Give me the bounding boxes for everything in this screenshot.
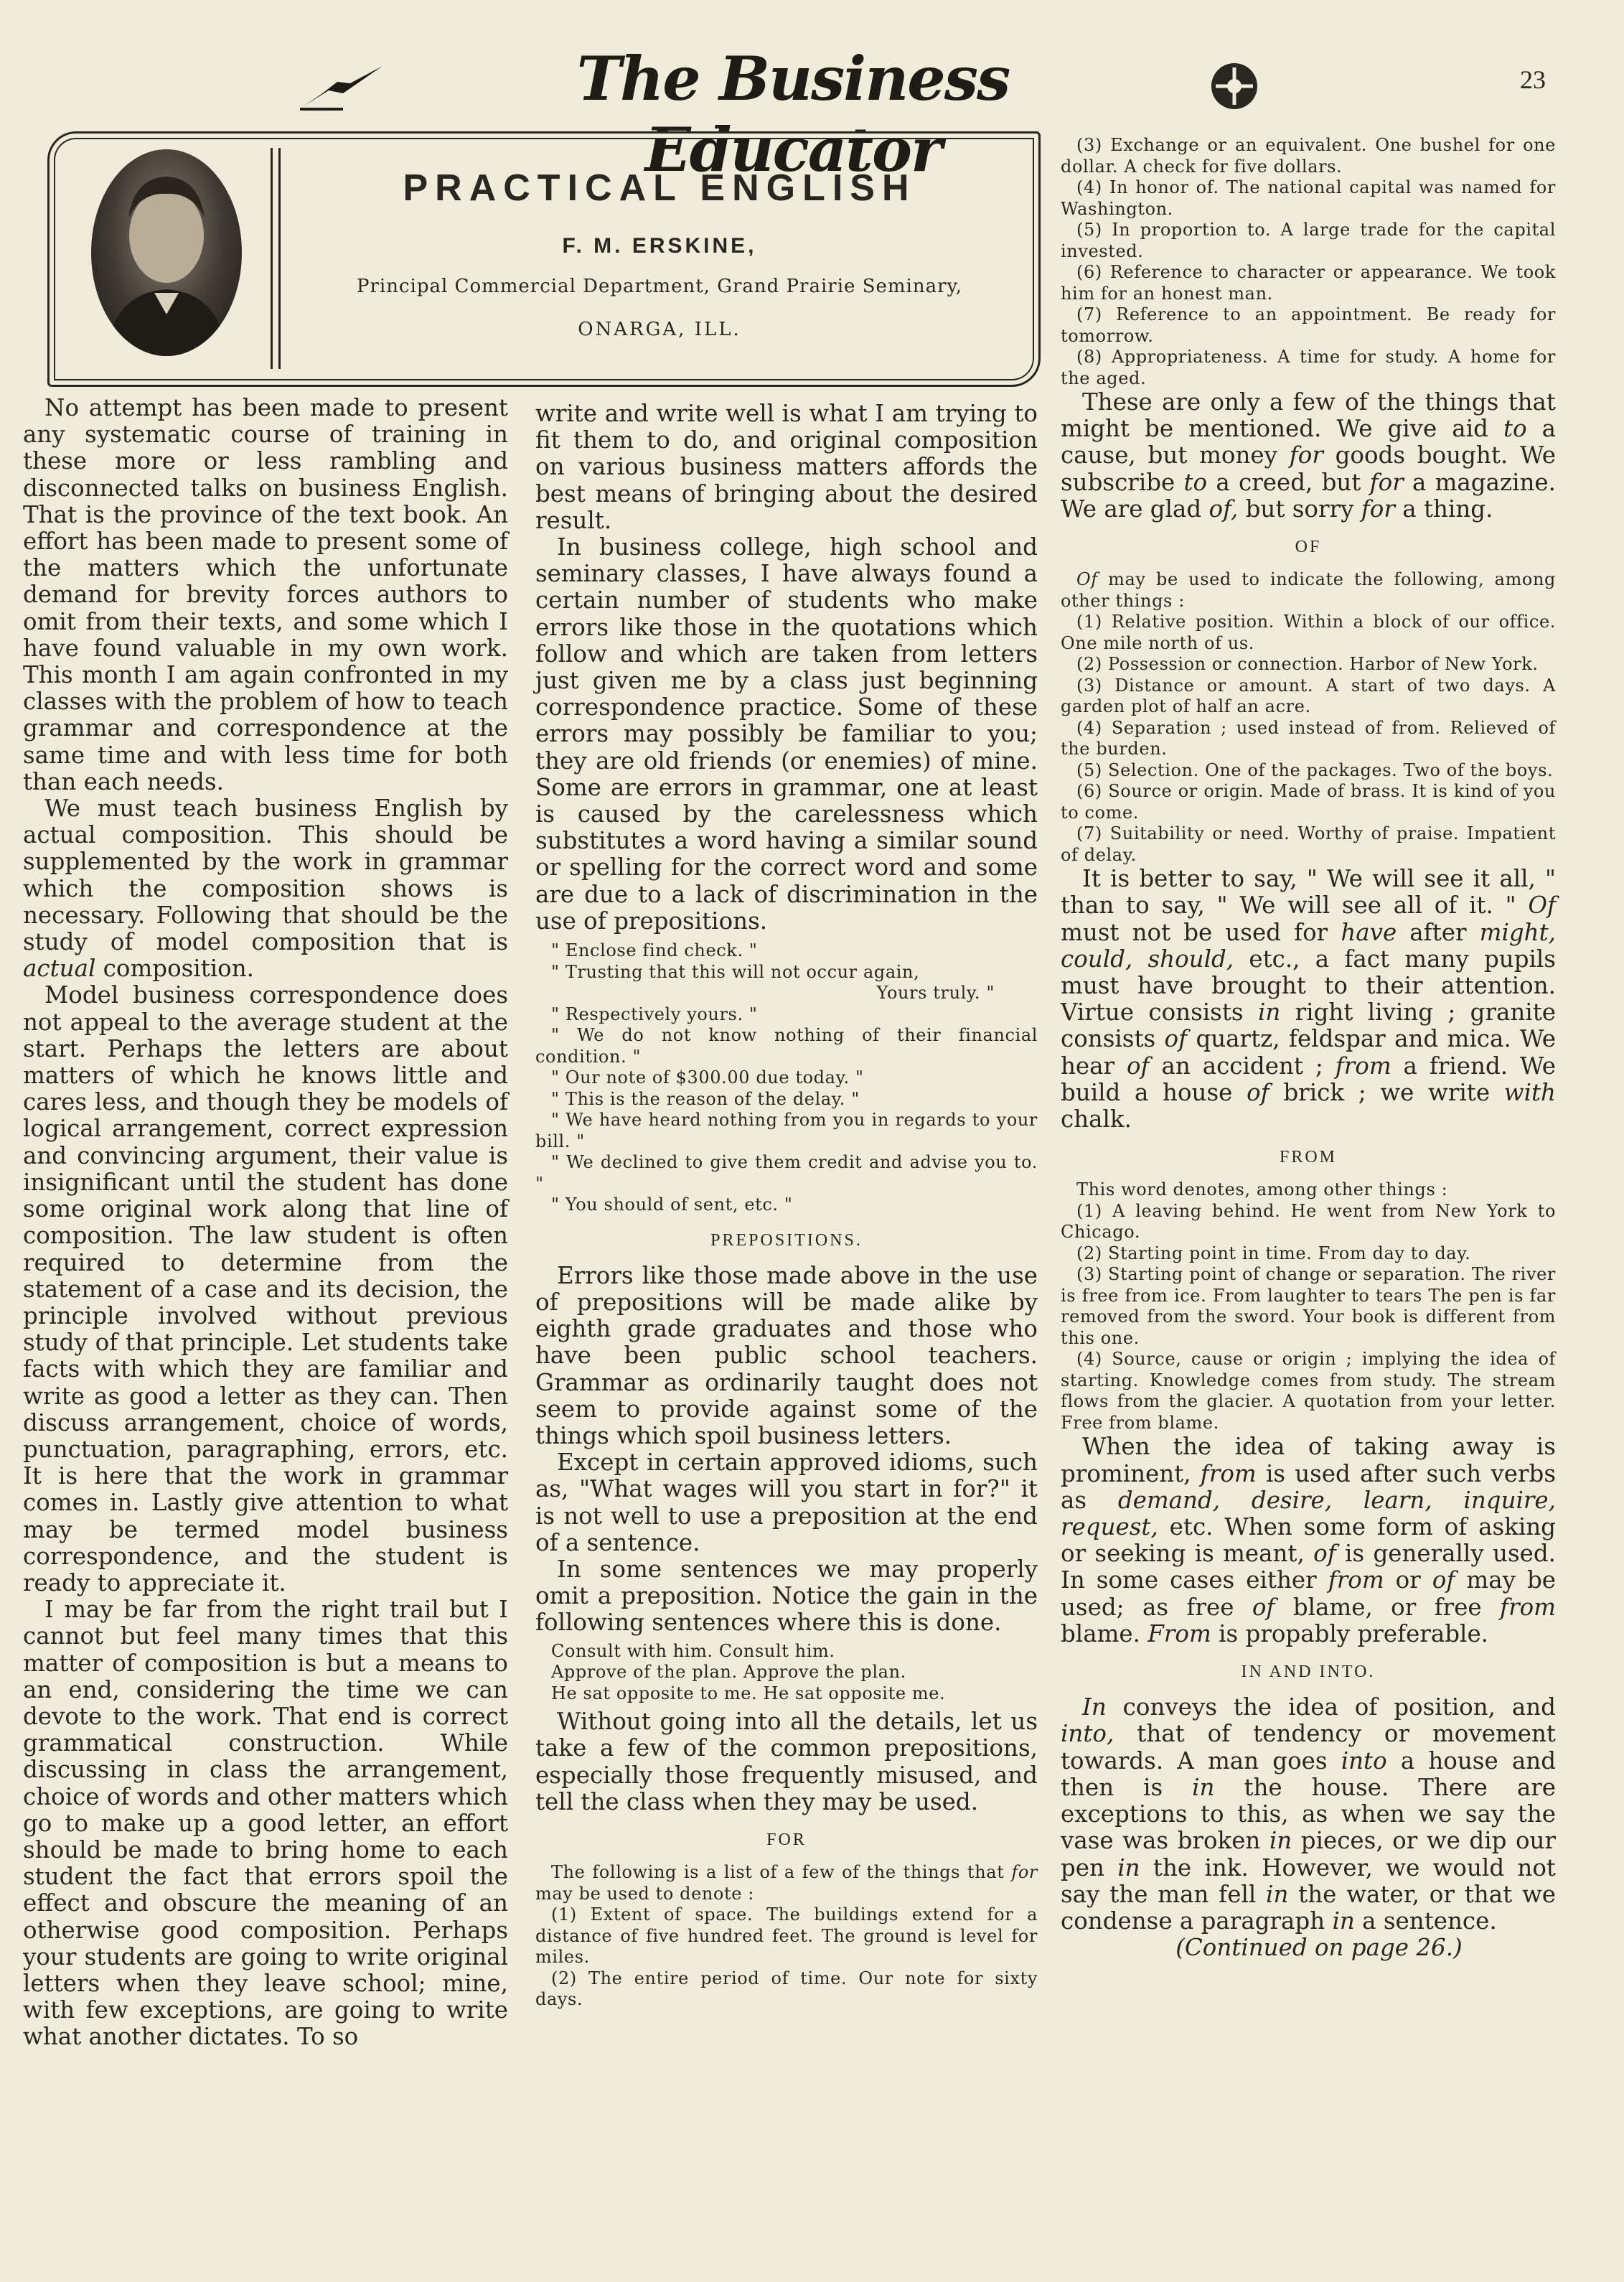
paragraph: In business college, high school and seminary classes, I have always found a certain number of students who make errors like those in the quotations which follow and which are taken from letters just given me by a class just beginning correspondence practice. Some of these errors may possibly be familiar to you; they are old friends (or enemies) of mine. Some are errors in grammar, one at least is caused by the carelessness which substitutes a word having a similar sound or spelling for the correct word and some are due to a lack of discrimination in the use of prepositions. [535, 533, 1038, 935]
column-2 [535, 401, 1038, 2011]
column-1 [23, 395, 508, 2051]
paragraph: No attempt has been made to present any systematic course of training in these more or less rambling and disconnected talks on business English. That is the province of the text book. An effort has been made to present some of the matters which the unfortunate demand for brevity forces authors to omit from their texts, and some which I have found valuable in my own work. This month I am again confronted in my classes with the problem of how to teach grammar and correspondence at the same time and with less time for both than each needs. [23, 394, 508, 795]
article-title: PRACTICAL ENGLISH [403, 167, 916, 209]
portrait-image [91, 149, 242, 356]
paragraph: Model business correspondence does not appeal to the average student at the start. Perhaps the letters are about matters of which he knows little and cares less, and though they be models of logical arrangement, correct expression and convincing argument, their value is insignificant until the student has done some original work along that line of composition. The law student is often required to determine from the statement of a case and its decision, the principle involved without previous study of that principle. Let students take facts with which they are familiar and write as good a letter as they can. Then discuss arrangement, choice of words, punctuation, paragraphing, errors, etc. It is here that the work in grammar comes in. Lastly give attention to what may be termed model business correspondence, and the student is ready to appreciate it. [23, 981, 508, 1596]
quote-line: " This is the reason of the delay. " [551, 1088, 860, 1109]
quote-line: " Our note of $300.00 due today. " [551, 1067, 864, 1088]
examples-list [535, 1641, 1038, 1705]
masthead-title: The Business Educator [576, 43, 1010, 185]
paragraph: We must teach business English by actual composition. This should be supplemented by the work in grammar which the composition shows is necessary. Following that should be the study of model composition that is actual composition. [23, 795, 508, 983]
list-intro: Of may be used to indicate the following, among other things : [1061, 569, 1556, 611]
paragraph: I may be far from the right trail but I cannot but feel many times that this matter of composition is but a means to an end, considering the time we can devote to the work. That end is correct grammatical construction. While discussing in class the arrangement, choice of words and other matters which go to make up a good letter, an effort should be made to bring home to each student the fact that errors spoil the effect and obscure the meaning of an otherwise good composition. Perhaps your students are going to write original letters when they leave school; mine, with few exceptions, are going to write what another dictates. To so [23, 1596, 508, 2051]
example-line: Approve of the plan. Approve the plan. [551, 1662, 906, 1683]
paragraph: When the idea of taking away is prominent, from is used after such verbs as demand, desire, learn, inquire, request, etc. When some form of asking or seeking is meant, of is generally used. In some cases either from or of may be used; as free of blame, or free from blame. From is propably preferable. [1061, 1433, 1557, 1647]
crest-icon [1206, 57, 1263, 115]
list-item: (6) Source or origin. Made of brass. It is kind of you to come. [1061, 781, 1556, 823]
author-position: Principal Commercial Department, Grand Prairie Seminary, [356, 276, 963, 297]
paragraph: Except in certain approved idioms, such as, "What wages will you start in for?" it is not well to use a preposition at the end of a sentence. [535, 1449, 1038, 1556]
section-heading-from: FROM [1279, 1148, 1338, 1167]
list-item: (3) Starting point of change or separation. The river is free from ice. From laughter to tears The pen is far removed from the sword. Your book is different from this one. [1061, 1264, 1556, 1348]
quill-icon [300, 62, 386, 112]
from-list [1061, 1179, 1556, 1434]
list-item: (2) The entire period of time. Our note for sixty days. [535, 1968, 1038, 2010]
list-item: (2) Possession or connection. Harbor of New York. [1076, 654, 1539, 675]
of-list [1061, 569, 1556, 866]
list-item: (1) Extent of space. The buildings extend for a distance of five hundred feet. The ground is level for miles. [535, 1904, 1038, 1968]
quote-line: " Enclose find check. " [551, 940, 758, 961]
list-item: (4) Separation ; used instead of from. Relieved of the burden. [1061, 717, 1556, 759]
page-number: 23 [1520, 65, 1546, 94]
quote-line: " You should of sent, etc. " [551, 1194, 793, 1215]
example-line: He sat opposite to me. He sat opposite me. [551, 1683, 946, 1703]
section-heading-of: OF [1295, 538, 1322, 557]
author-portrait [91, 149, 242, 356]
paragraph: write and write well is what I am trying to fit them to do, and original composition on various business matters affords the best means of bringing about the desired result. [535, 400, 1038, 534]
author-location: ONARGA, ILL. [578, 319, 741, 340]
paragraph: Errors like those made above in the use of prepositions will be made alike by eighth grade graduates and those who have been public school teachers. Grammar as ordinarily taught does not seem to provide against some of the things which spoil business letters. [535, 1261, 1038, 1449]
list-intro: The following is a list of a few of the things that for may be used to denote : [535, 1862, 1038, 1904]
continued-note: (Continued on page 26.) [1175, 1934, 1463, 1962]
quote-line: " We have heard nothing from you in regards to your bill. " [535, 1110, 1038, 1151]
article-header [47, 131, 1041, 387]
list-item: (7) Reference to an appointment. Be ready for tomorrow. [1061, 304, 1556, 346]
quote-line: " We do not know nothing of their financial condition. " [535, 1025, 1038, 1067]
list-item: (5) Selection. One of the packages. Two of the boys. [1076, 759, 1554, 780]
list-item: (5) In proportion to. A large trade for the capital invested. [1061, 220, 1556, 261]
paragraph: In some sentences we may properly omit a preposition. Notice the gain in the following sentences where this is done. [535, 1556, 1038, 1637]
list-item: (4) In honor of. The national capital was named for Washington. [1061, 177, 1556, 219]
section-heading-for: FOR [766, 1830, 807, 1849]
list-item: (1) Relative position. Within a block of our office. One mile north of us. [1061, 612, 1556, 653]
example-line: Consult with him. Consult him. [551, 1640, 835, 1661]
list-intro: This word denotes, among other things : [1076, 1179, 1448, 1200]
list-item: (7) Suitability or need. Worthy of praise. Impatient of delay. [1061, 823, 1556, 865]
list-item: (8) Appropriateness. A time for study. A home for the aged. [1061, 347, 1556, 388]
paragraph: In conveys the idea of position, and into, that of tendency or movement towards. A man goes into a house and then is in the house. There are exceptions to this, as when we say the vase was broken in pieces, or we dip our pen in the ink. However, we would not say the man fell in the water, or that we condense a paragraph in a sentence. [1061, 1693, 1557, 1935]
list-item: (3) Distance or amount. A start of two days. A garden plot of half an acre. [1061, 675, 1556, 717]
paragraph: It is better to say, " We will see it all, " than to say, " We will see all of it. " Of must not be used for have after might, could, should, etc., a fact many pupils must have brought to their attention. Virtue consists in right living ; granite consists of quartz, feldspar and mica. We hear of an accident ; from a friend. We build a house of brick ; we write with chalk. [1061, 865, 1556, 1133]
quote-signature: Yours truly. " [876, 983, 995, 1004]
list-item: (6) Reference to character or appearance. We took him for an honest man. [1061, 262, 1556, 304]
list-item: (2) Starting point in time. From day to day. [1076, 1243, 1471, 1263]
for-list-continued [1061, 135, 1556, 389]
section-heading-prepositions: PREPOSITIONS. [710, 1230, 863, 1250]
list-item: (4) Source, cause or origin ; implying the idea of starting. Knowledge comes from study. The stream flows from the glacier. A quotation from your letter. Free from blame. [1061, 1349, 1556, 1433]
list-item: (1) A leaving behind. He went from New York to Chicago. [1061, 1200, 1556, 1243]
author-name: F. M. ERSKINE, [562, 234, 757, 258]
quote-line: " Trusting that this will not occur again, [551, 961, 920, 982]
for-list [535, 1862, 1038, 2011]
section-heading-in-and-into: IN AND INTO. [1241, 1663, 1376, 1682]
list-item: (3) Exchange or an equivalent. One bushel for one dollar. A check for five dollars. [1061, 135, 1556, 177]
paragraph: Without going into all the details, let us take a few of the common prepositions, especially those frequently misused, and tell the class when they may be used. [535, 1708, 1038, 1815]
column-3 [1061, 135, 1556, 1961]
header-divider [271, 148, 281, 369]
quote-line: " We declined to give them credit and advise you to. " [535, 1152, 1038, 1194]
error-quotes [535, 940, 1038, 1216]
quote-line: " Respectively yours. " [551, 1004, 758, 1024]
paragraph: These are only a few of the things that might be mentioned. We give aid to a cause, but money for goods bought. We subscribe to a creed, but for a magazine. We are glad of, but sorry for a thing. [1061, 388, 1556, 523]
